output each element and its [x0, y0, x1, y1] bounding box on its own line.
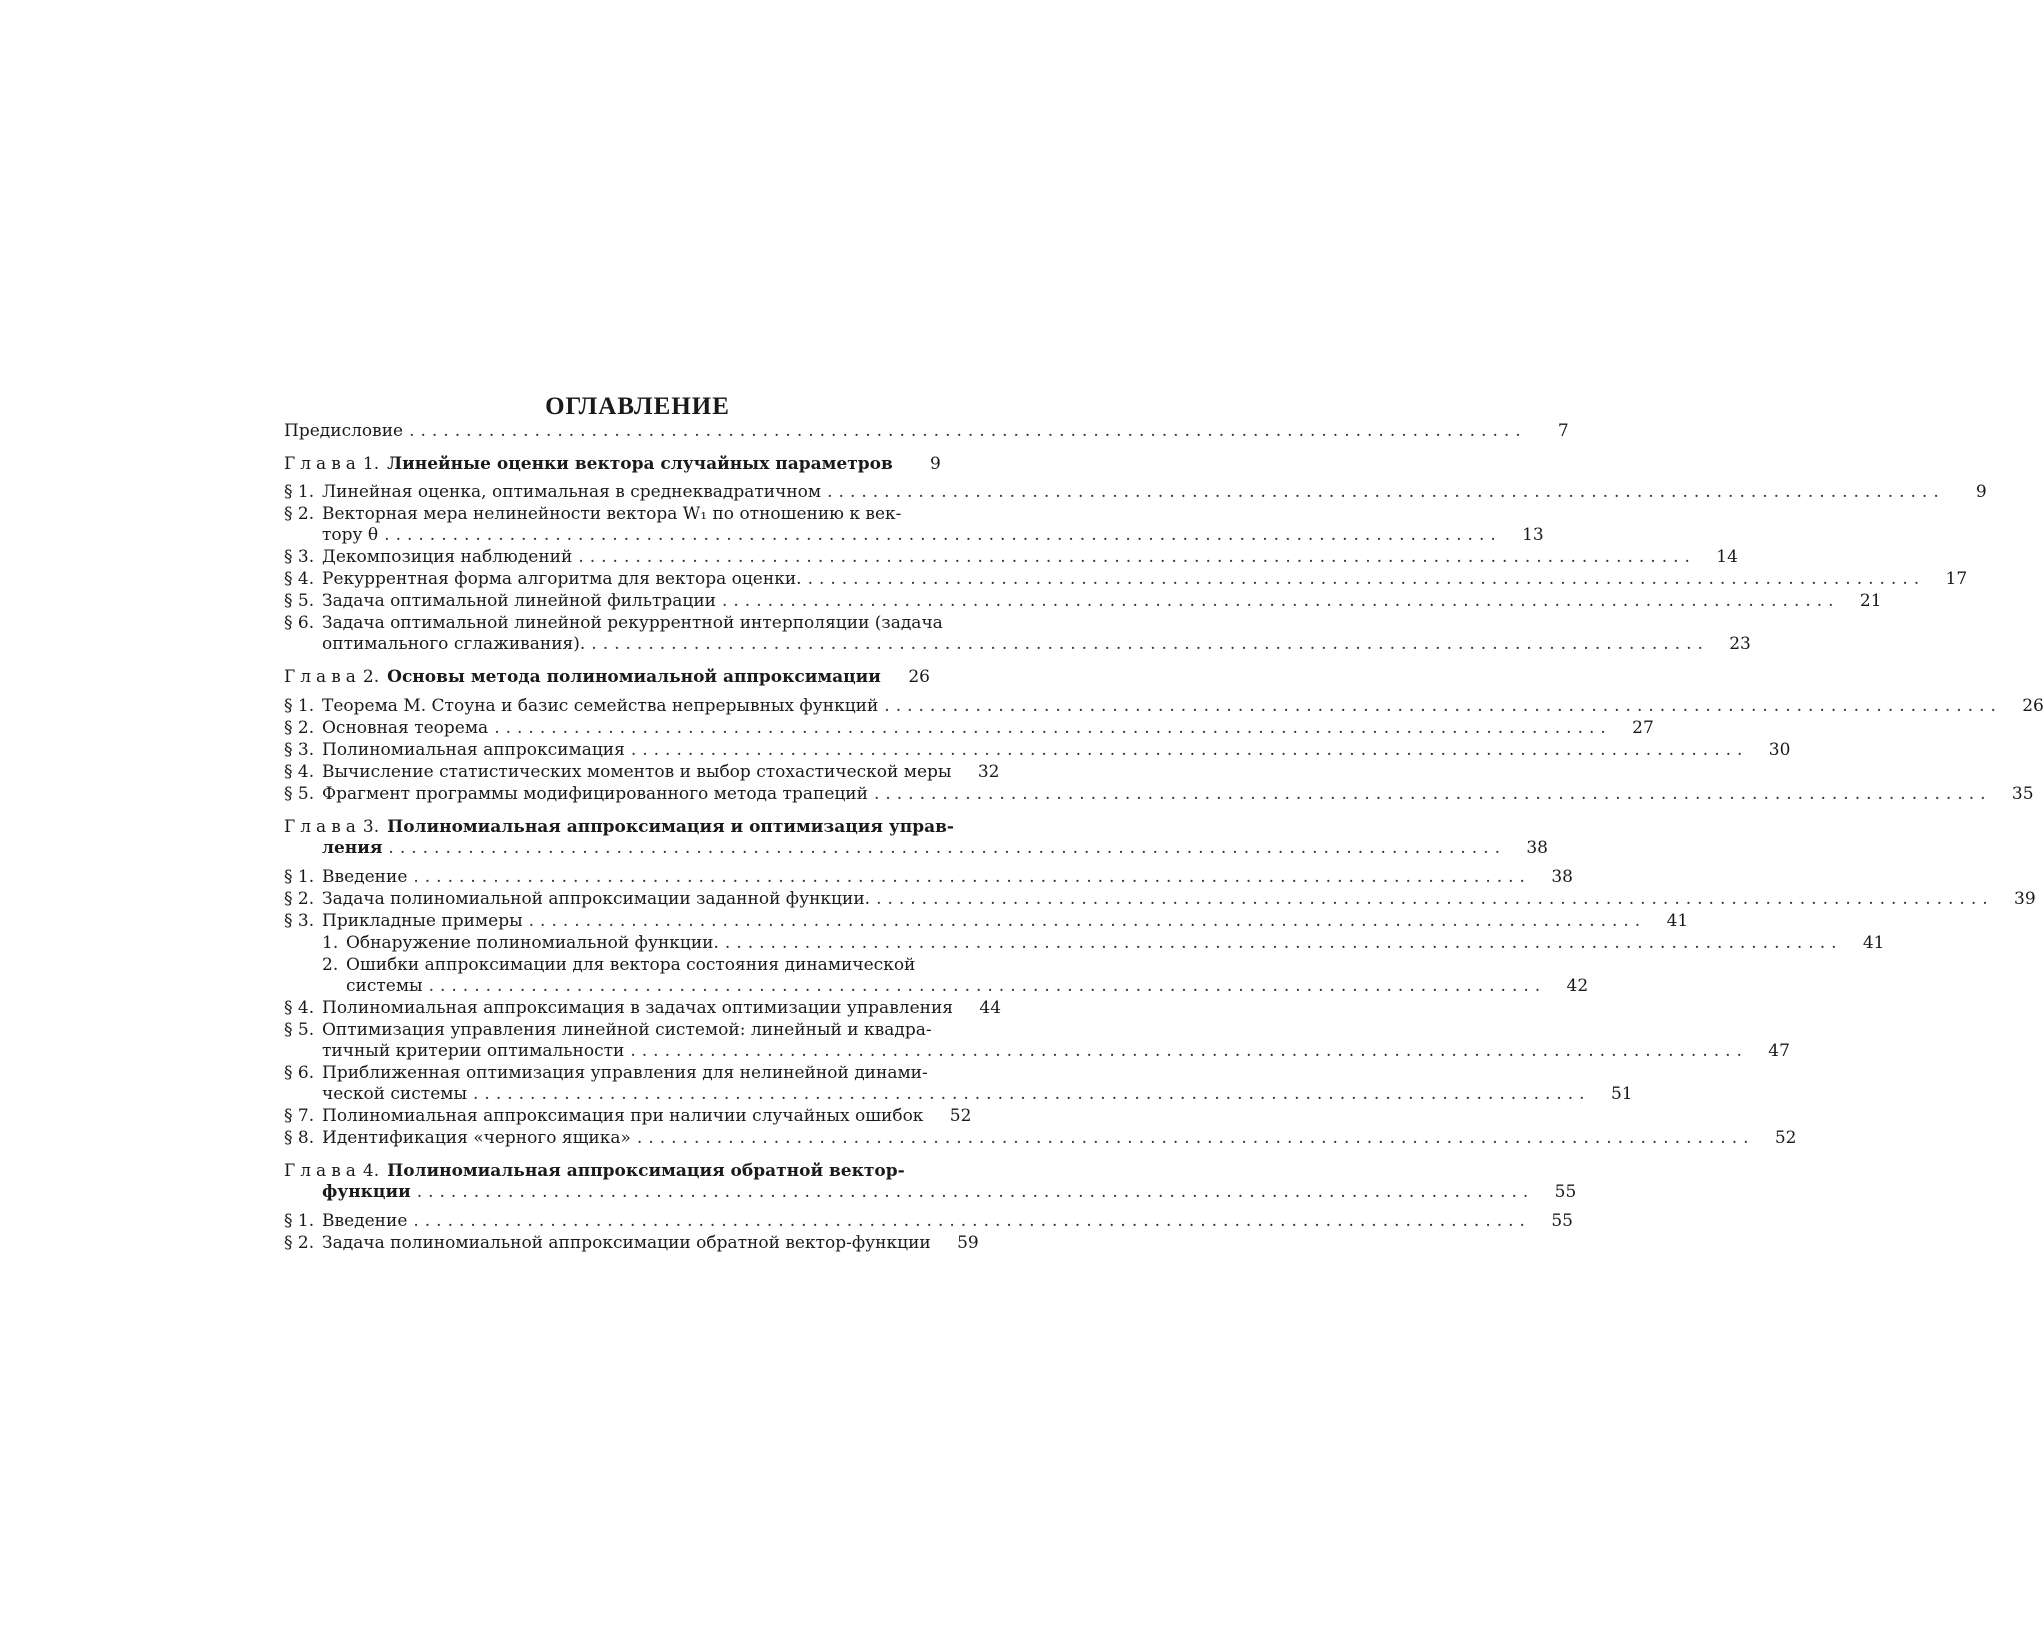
chapter-number: 4.: [362, 1161, 380, 1181]
page-number: 17: [1945, 569, 1968, 589]
toc-entry[interactable]: § 1. Введение .................................................................................................. 38: [284, 867, 1573, 887]
chapter-label: Глава: [284, 454, 361, 474]
entry-text: Рекуррентная форма алгоритма для вектора оценки.: [322, 569, 802, 589]
entry-text: Задача оптимальной линейной рекуррентной интерполяции (задача: [322, 613, 943, 633]
entry-text: тору θ: [322, 525, 379, 545]
page-number: 26: [908, 667, 930, 687]
subsection-number: 2.: [322, 955, 339, 975]
page-number: 26: [2022, 696, 2044, 716]
chapter-number: 1.: [362, 454, 380, 474]
page-number: 13: [1522, 525, 1544, 545]
chapter-title: Полиномиальная аппроксимация обратной вектор-: [387, 1161, 905, 1181]
chapter-title: Полиномиальная аппроксимация и оптимизация управ-: [387, 817, 954, 837]
page-number: 32: [977, 762, 1000, 782]
page-number: 41: [1666, 911, 1689, 931]
toc-entry[interactable]: § 5. Фрагмент программы модифицированного метода трапеций .................................................................................................. 35: [284, 784, 2034, 804]
section-number: § 3.: [284, 547, 315, 567]
entry-text: системы: [346, 976, 423, 996]
page-number: 47: [1768, 1041, 1790, 1061]
chapter-title: ления: [322, 838, 383, 858]
page-number: 55: [1554, 1182, 1577, 1202]
toc-entry[interactable]: § 1. Введение .................................................................................................. 55: [284, 1211, 1573, 1231]
toc-entry[interactable]: [284, 1232, 979, 1255]
toc-entry[interactable]: [284, 1062, 930, 1085]
entry-text: Задача полиномиальной аппроксимации заданной функции.: [322, 889, 871, 909]
subsection-number: 1.: [322, 933, 339, 953]
section-number: § 5.: [284, 784, 315, 804]
page-number: 7: [1557, 421, 1569, 441]
toc-entry[interactable]: [284, 997, 1002, 1020]
page-number: 55: [1551, 1211, 1573, 1231]
entry-text: Полиномиальная аппроксимация: [322, 740, 625, 760]
entry-text: Введение: [322, 867, 408, 887]
page-number: 23: [1729, 634, 1751, 654]
entry-text: Идентификация «черного ящика»: [322, 1128, 631, 1148]
entry-text: Оптимизация управления линейной системой: линейный и квадра-: [322, 1020, 932, 1040]
toc-entry-preface[interactable]: Предисловие .................................................................................................. 7: [284, 421, 1569, 441]
toc-entry[interactable]: § 3. Полиномиальная аппроксимация .................................................................................................. 30: [284, 740, 1791, 760]
toc-entry[interactable]: § 4. Рекуррентная форма алгоритма для вектора оценки. .................................................................................................. 17: [284, 569, 1968, 589]
section-number: § 8.: [284, 1128, 315, 1148]
toc-entry[interactable]: § 1. Линейная оценка, оптимальная в среднеквадратичном .................................................................................................. 9: [284, 482, 1987, 502]
section-number: § 5.: [284, 591, 315, 611]
entry-text: ческой системы: [322, 1084, 468, 1104]
toc-entry[interactable]: § 1. Теорема М. Стоуна и базис семейства непрерывных функций .................................................................................................. 26: [284, 696, 2044, 716]
page-number: 52: [949, 1106, 972, 1126]
section-number: § 1.: [284, 867, 315, 887]
entry-text: тичный критерии оптимальности: [322, 1041, 625, 1061]
page-number: 14: [1716, 547, 1738, 567]
entry-text: Основная теорема: [322, 718, 489, 738]
toc-entry[interactable]: [284, 1019, 930, 1042]
page-number: 21: [1859, 591, 1882, 611]
page-number: 9: [1975, 482, 1987, 502]
section-number: § 1.: [284, 1211, 315, 1231]
page-number: 41: [1862, 933, 1885, 953]
page-number: 52: [1774, 1128, 1797, 1148]
toc-entry[interactable]: [284, 503, 930, 526]
chapter-title: Основы метода полиномиальной аппроксимации: [387, 667, 881, 687]
toc-entry[interactable]: § 5. Задача оптимальной линейной фильтрации .................................................................................................. 21: [284, 591, 1882, 611]
entry-text: Фрагмент программы модифицированного метода трапеций: [322, 784, 868, 804]
section-number: § 1.: [284, 696, 315, 716]
chapter-title: функции: [322, 1182, 411, 1202]
section-number: § 2.: [284, 718, 315, 738]
page-number: 30: [1768, 740, 1791, 760]
section-number: § 4.: [284, 569, 315, 589]
entry-text: Декомпозиция наблюдений: [322, 547, 573, 567]
section-number: § 4.: [284, 762, 315, 782]
chapter-label: Глава: [284, 667, 361, 687]
entry-text: Прикладные примеры: [322, 911, 523, 931]
entry-text: Линейная оценка, оптимальная в среднеквадратичном: [322, 482, 822, 502]
section-number: § 3.: [284, 911, 315, 931]
toc-subentry-cont[interactable]: системы .................................................................................................. 42: [346, 976, 1589, 996]
toc-chapter-3[interactable]: [284, 816, 954, 839]
toc-entry[interactable]: § 8. Идентификация «черного ящика» .................................................................................................. 52: [284, 1128, 1797, 1148]
toc-entry[interactable]: § 2. Задача полиномиальной аппроксимации заданной функции. .................................................................................................. 39: [284, 889, 2036, 909]
page-number: 59: [957, 1233, 979, 1253]
toc-entry-cont[interactable]: тору θ .................................................................................................. 13: [322, 525, 1544, 545]
toc-chapter-4[interactable]: [284, 1160, 930, 1183]
entry-text: Вычисление статистических моментов и выбор стохастической меры: [322, 762, 952, 782]
section-number: § 6.: [284, 1063, 315, 1083]
entry-text: Обнаружение полиномиальной функции.: [346, 933, 719, 953]
chapter-number: 3.: [362, 817, 380, 837]
page-number: 51: [1610, 1084, 1633, 1104]
section-number: § 2.: [284, 1233, 315, 1253]
page-number: 38: [1551, 867, 1573, 887]
section-number: § 1.: [284, 482, 315, 502]
entry-text: Полиномиальная аппроксимация в задачах оптимизации управления: [322, 998, 954, 1018]
chapter-title: Линейные оценки вектора случайных параметров: [387, 454, 893, 474]
toc-entry[interactable]: § 3. Декомпозиция наблюдений .................................................................................................. 14: [284, 547, 1738, 567]
entry-text: Приближенная оптимизация управления для нелинейной динами-: [322, 1063, 928, 1083]
chapter-label: Глава: [284, 1161, 361, 1181]
entry-text: Векторная мера нелинейности вектора W₁ по отношению к век-: [322, 504, 902, 524]
toc-subentry[interactable]: 1. Обнаружение полиномиальной функции. .................................................................................................. 41: [322, 933, 1885, 953]
entry-text: Задача оптимальной линейной фильтрации: [322, 591, 716, 611]
toc-entry-cont[interactable]: тичный критерии оптимальности .................................................................................................. 47: [322, 1041, 1790, 1061]
entry-text: Ошибки аппроксимации для вектора состояния динамической: [346, 955, 916, 975]
toc-entry[interactable]: [284, 761, 1000, 784]
entry-text: Теорема М. Стоуна и базис семейства непрерывных функций: [322, 696, 879, 716]
section-number: § 2.: [284, 889, 315, 909]
section-number: § 3.: [284, 740, 315, 760]
toc-entry[interactable]: [284, 612, 943, 635]
section-number: § 5.: [284, 1020, 315, 1040]
page-number: 9: [929, 454, 941, 474]
toc-entry[interactable]: [284, 1105, 972, 1128]
entry-text: Полиномиальная аппроксимация при наличии случайных ошибок: [322, 1106, 924, 1126]
section-number: § 4.: [284, 998, 315, 1018]
page-number: 35: [2011, 784, 2034, 804]
page-number: 38: [1526, 838, 1548, 858]
entry-text: Введение: [322, 1211, 408, 1231]
toc-chapter-2[interactable]: [284, 666, 930, 689]
page-number: 39: [2014, 889, 2036, 909]
section-number: § 2.: [284, 504, 315, 524]
toc-chapter-cont[interactable]: ления .................................................................................................. 38: [322, 838, 1548, 858]
section-number: § 6.: [284, 613, 315, 633]
entry-text: оптимального сглаживания).: [322, 634, 586, 654]
toc-entry-cont[interactable]: ческой системы .................................................................................................. 51: [322, 1084, 1633, 1104]
page-number: 44: [979, 998, 1002, 1018]
page-title: ОГЛАВЛЕНИЕ: [545, 393, 730, 420]
toc-chapter-cont[interactable]: функции .................................................................................................. 55: [322, 1182, 1577, 1202]
entry-text: Задача полиномиальной аппроксимации обратной вектор-функции: [322, 1233, 931, 1253]
toc-entry-cont[interactable]: оптимального сглаживания). .................................................................................................. 23: [322, 634, 1751, 654]
chapter-number: 2.: [362, 667, 380, 687]
entry-text: Предисловие: [284, 421, 404, 441]
toc-chapter-1[interactable]: [284, 453, 941, 476]
toc-entry[interactable]: § 2. Основная теорема .................................................................................................. 27: [284, 718, 1654, 738]
toc-subentry[interactable]: [284, 954, 930, 977]
page-number: 42: [1566, 976, 1589, 996]
section-number: § 7.: [284, 1106, 315, 1126]
toc-entry[interactable]: § 3. Прикладные примеры .................................................................................................. 41: [284, 911, 1689, 931]
page-number: 27: [1632, 718, 1654, 738]
chapter-label: Глава: [284, 817, 361, 837]
